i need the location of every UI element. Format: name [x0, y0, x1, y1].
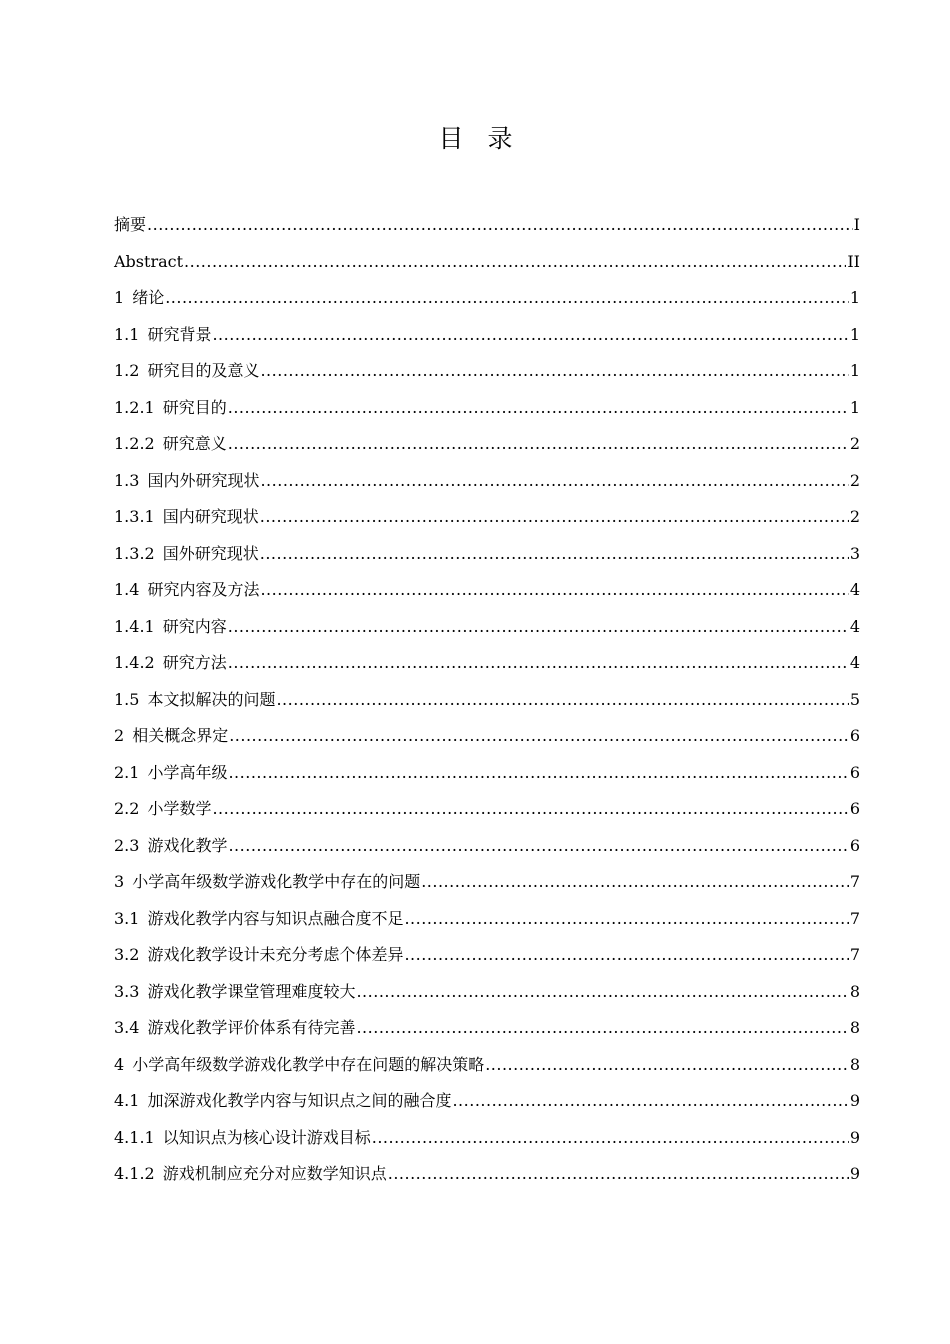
- toc-entry-number: 1.2.2: [114, 434, 155, 453]
- toc-entry-number: 1.2.1: [114, 397, 155, 417]
- toc-entry-number: 1.4.1: [114, 616, 155, 636]
- toc-entry-number: 1.1: [114, 324, 140, 344]
- toc-entry-page-number: 6: [849, 799, 860, 818]
- toc-entry-page-number: II: [847, 251, 860, 271]
- toc-entry-label: [114, 901, 403, 938]
- toc-dot-leader: [228, 609, 849, 646]
- toc-entry-page-number: 1: [849, 288, 860, 307]
- toc-entry[interactable]: [114, 280, 860, 317]
- toc-entry-number: 2: [114, 726, 125, 745]
- toc-entry-text: 研究内容及方法: [147, 580, 260, 599]
- toc-dot-leader: [388, 1156, 849, 1193]
- toc-entry[interactable]: [114, 572, 860, 609]
- toc-entry-text: 小学高年级数学游戏化教学中存在问题的解决策略: [132, 1054, 485, 1074]
- toc-dot-leader: [404, 937, 848, 974]
- toc-dot-leader: [485, 1047, 849, 1084]
- toc-dot-leader: [228, 828, 848, 865]
- toc-entry-text: 加深游戏化教学内容与知识点之间的融合度: [147, 1091, 452, 1110]
- toc-entry[interactable]: [114, 901, 860, 938]
- toc-entry-number: 2.3: [114, 835, 140, 855]
- toc-entry[interactable]: [114, 791, 860, 828]
- toc-entry-page-number: 9: [849, 1164, 860, 1183]
- toc-entry[interactable]: [114, 426, 860, 463]
- toc-entry-number: 1.4.2: [114, 653, 155, 672]
- toc-entry-page-number: 2: [849, 507, 860, 526]
- toc-dot-leader: [212, 317, 848, 354]
- toc-entry-label: [114, 1083, 451, 1120]
- toc-entry-text: 游戏机制应充分对应数学知识点: [162, 1164, 387, 1183]
- toc-entry-label: [114, 536, 259, 573]
- toc-entry-text: 游戏化教学评价体系有待完善: [147, 1018, 356, 1037]
- toc-entry-page-number: 8: [849, 981, 860, 1001]
- toc-entry-number: 1.5: [114, 689, 140, 709]
- toc-entry[interactable]: [114, 755, 860, 792]
- toc-entry-page-number: 6: [849, 726, 860, 745]
- toc-entry-number: 1.3: [114, 470, 140, 490]
- toc-entry[interactable]: [114, 1120, 860, 1157]
- toc-entry[interactable]: [114, 1156, 860, 1193]
- toc-entry[interactable]: [114, 937, 860, 974]
- toc-title: 目录: [438, 124, 537, 153]
- toc-entry[interactable]: [114, 682, 860, 719]
- toc-dot-leader: [228, 755, 848, 792]
- toc-entry-number: 3.2: [114, 945, 140, 964]
- toc-entry[interactable]: [114, 244, 860, 281]
- toc-entry-page-number: 4: [849, 616, 860, 636]
- toc-entry-text: 国内研究现状: [162, 507, 259, 526]
- toc-entry-page-number: 4: [849, 580, 860, 599]
- toc-entry[interactable]: [114, 390, 860, 427]
- toc-entry-label: [114, 499, 259, 536]
- toc-dot-leader: [184, 244, 846, 281]
- toc-entry-number: 4: [114, 1054, 125, 1074]
- toc-dot-leader: [228, 645, 849, 682]
- toc-entry-page-number: 5: [849, 689, 860, 709]
- toc-entry-label: [114, 280, 164, 317]
- toc-entry-label: [114, 1047, 484, 1084]
- toc-dot-leader: [356, 1010, 848, 1047]
- toc-list: [114, 207, 860, 1193]
- toc-entry-text: 游戏化教学课堂管理难度较大: [147, 981, 356, 1001]
- toc-entry-page-number: 9: [849, 1127, 860, 1147]
- toc-entry-page-number: 8: [849, 1018, 860, 1037]
- toc-entry-text: 相关概念界定: [132, 726, 229, 745]
- toc-entry-page-number: 7: [849, 945, 860, 964]
- toc-entry-text: 研究内容: [162, 616, 227, 636]
- toc-entry-label: [114, 791, 211, 828]
- toc-entry-text: 研究方法: [162, 653, 227, 672]
- toc-entry-page-number: 6: [849, 835, 860, 855]
- toc-dot-leader: [165, 280, 849, 317]
- toc-entry-label: [114, 864, 420, 901]
- toc-entry-page-number: 4: [849, 653, 860, 672]
- toc-entry-page-number: 3: [849, 543, 860, 563]
- toc-dot-leader: [229, 718, 849, 755]
- toc-entry[interactable]: [114, 864, 860, 901]
- toc-entry-number: 3.1: [114, 908, 140, 928]
- toc-entry-page-number: 2: [849, 470, 860, 490]
- toc-entry-text: 研究意义: [162, 434, 227, 453]
- toc-entry[interactable]: [114, 645, 860, 682]
- toc-entry[interactable]: [114, 353, 860, 390]
- toc-entry-page-number: 6: [849, 762, 860, 782]
- toc-dot-leader: [421, 864, 849, 901]
- toc-entry-page-number: 7: [849, 872, 860, 891]
- toc-entry-number: 4.1.2: [114, 1164, 155, 1183]
- toc-dot-leader: [404, 901, 848, 938]
- toc-dot-leader: [260, 536, 849, 573]
- toc-entry[interactable]: [114, 1083, 860, 1120]
- toc-entry-page-number: 8: [849, 1054, 860, 1074]
- toc-entry-label: [114, 353, 259, 390]
- toc-entry-number: 2.2: [114, 799, 140, 818]
- toc-entry-label: [114, 390, 227, 427]
- toc-entry-label: [114, 609, 227, 646]
- toc-entry-label: [114, 244, 183, 281]
- toc-entry-label: [114, 1120, 371, 1157]
- toc-entry-label: [114, 937, 403, 974]
- toc-dot-leader: [276, 682, 848, 719]
- toc-entry[interactable]: [114, 317, 860, 354]
- toc-entry-text: 小学高年级数学游戏化教学中存在的问题: [132, 872, 421, 891]
- toc-entry-number: 1.3.2: [114, 543, 155, 563]
- toc-entry-label: [114, 755, 227, 792]
- toc-entry[interactable]: [114, 207, 860, 244]
- toc-entry-number: 4.1.1: [114, 1127, 155, 1147]
- toc-dot-leader: [372, 1120, 849, 1157]
- toc-entry-page-number: 1: [849, 324, 860, 344]
- toc-entry-label: [114, 645, 227, 682]
- toc-entry-page-number: 1: [849, 361, 860, 380]
- toc-dot-leader: [212, 791, 848, 828]
- toc-entry-page-number: 9: [849, 1091, 860, 1110]
- toc-entry[interactable]: [114, 1047, 860, 1084]
- toc-dot-leader: [260, 353, 848, 390]
- toc-entry[interactable]: [114, 974, 860, 1011]
- toc-entry-number: 3.4: [114, 1018, 140, 1037]
- toc-entry-label: [114, 426, 227, 463]
- toc-dot-leader: [228, 390, 849, 427]
- toc-dot-leader: [356, 974, 848, 1011]
- toc-entry[interactable]: [114, 718, 860, 755]
- toc-dot-leader: [228, 426, 849, 463]
- toc-entry-label: [114, 974, 355, 1011]
- toc-entry[interactable]: [114, 499, 860, 536]
- toc-entry-number: 4.1: [114, 1091, 140, 1110]
- toc-entry-page-number: 2: [849, 434, 860, 453]
- toc-dot-leader: [147, 207, 853, 244]
- toc-dot-leader: [260, 572, 848, 609]
- toc-entry-number: 1.4: [114, 580, 140, 599]
- toc-entry-label: [114, 718, 228, 755]
- toc-entry-text: 游戏化教学内容与知识点融合度不足: [147, 908, 404, 928]
- toc-entry-number: 1.3.1: [114, 507, 155, 526]
- toc-entry-label: [114, 1156, 387, 1193]
- toc-entry-text: 国内外研究现状: [147, 470, 260, 490]
- toc-entry-text: 游戏化教学: [147, 835, 228, 855]
- toc-entry-number: 3: [114, 872, 125, 891]
- toc-entry-text: 小学数学: [147, 799, 212, 818]
- toc-entry-number: 1: [114, 288, 125, 307]
- toc-entry[interactable]: [114, 1010, 860, 1047]
- toc-entry-number: 3.3: [114, 981, 140, 1001]
- toc-dot-leader: [452, 1083, 848, 1120]
- toc-entry-text: 研究背景: [147, 324, 212, 344]
- toc-entry-text: 绪论: [132, 288, 165, 307]
- toc-entry-label: [114, 317, 211, 354]
- toc-entry[interactable]: [114, 828, 860, 865]
- toc-entry-text: 摘要: [114, 215, 147, 234]
- toc-entry-page-number: 7: [849, 908, 860, 928]
- toc-entry-text: 国外研究现状: [162, 543, 259, 563]
- toc-entry-label: [114, 207, 146, 244]
- toc-dot-leader: [260, 463, 848, 500]
- toc-entry-text: Abstract: [114, 251, 184, 271]
- toc-entry[interactable]: [114, 463, 860, 500]
- toc-entry-label: [114, 828, 227, 865]
- toc-entry-text: 以知识点为核心设计游戏目标: [162, 1127, 371, 1147]
- toc-entry-text: 本文拟解决的问题: [147, 689, 276, 709]
- toc-entry-label: [114, 572, 259, 609]
- toc-entry-page-number: I: [853, 215, 860, 234]
- toc-entry-text: 研究目的及意义: [147, 361, 260, 380]
- toc-entry-label: [114, 682, 275, 719]
- toc-entry-page-number: 1: [849, 397, 860, 417]
- toc-entry-number: 1.2: [114, 361, 140, 380]
- toc-entry[interactable]: [114, 609, 860, 646]
- toc-entry-text: 小学高年级: [147, 762, 228, 782]
- toc-entry-label: [114, 1010, 355, 1047]
- toc-entry-number: 2.1: [114, 762, 140, 782]
- toc-dot-leader: [260, 499, 849, 536]
- toc-entry-text: 游戏化教学设计未充分考虑个体差异: [147, 945, 404, 964]
- toc-entry-label: [114, 463, 259, 500]
- toc-entry-text: 研究目的: [162, 397, 227, 417]
- toc-entry[interactable]: [114, 536, 860, 573]
